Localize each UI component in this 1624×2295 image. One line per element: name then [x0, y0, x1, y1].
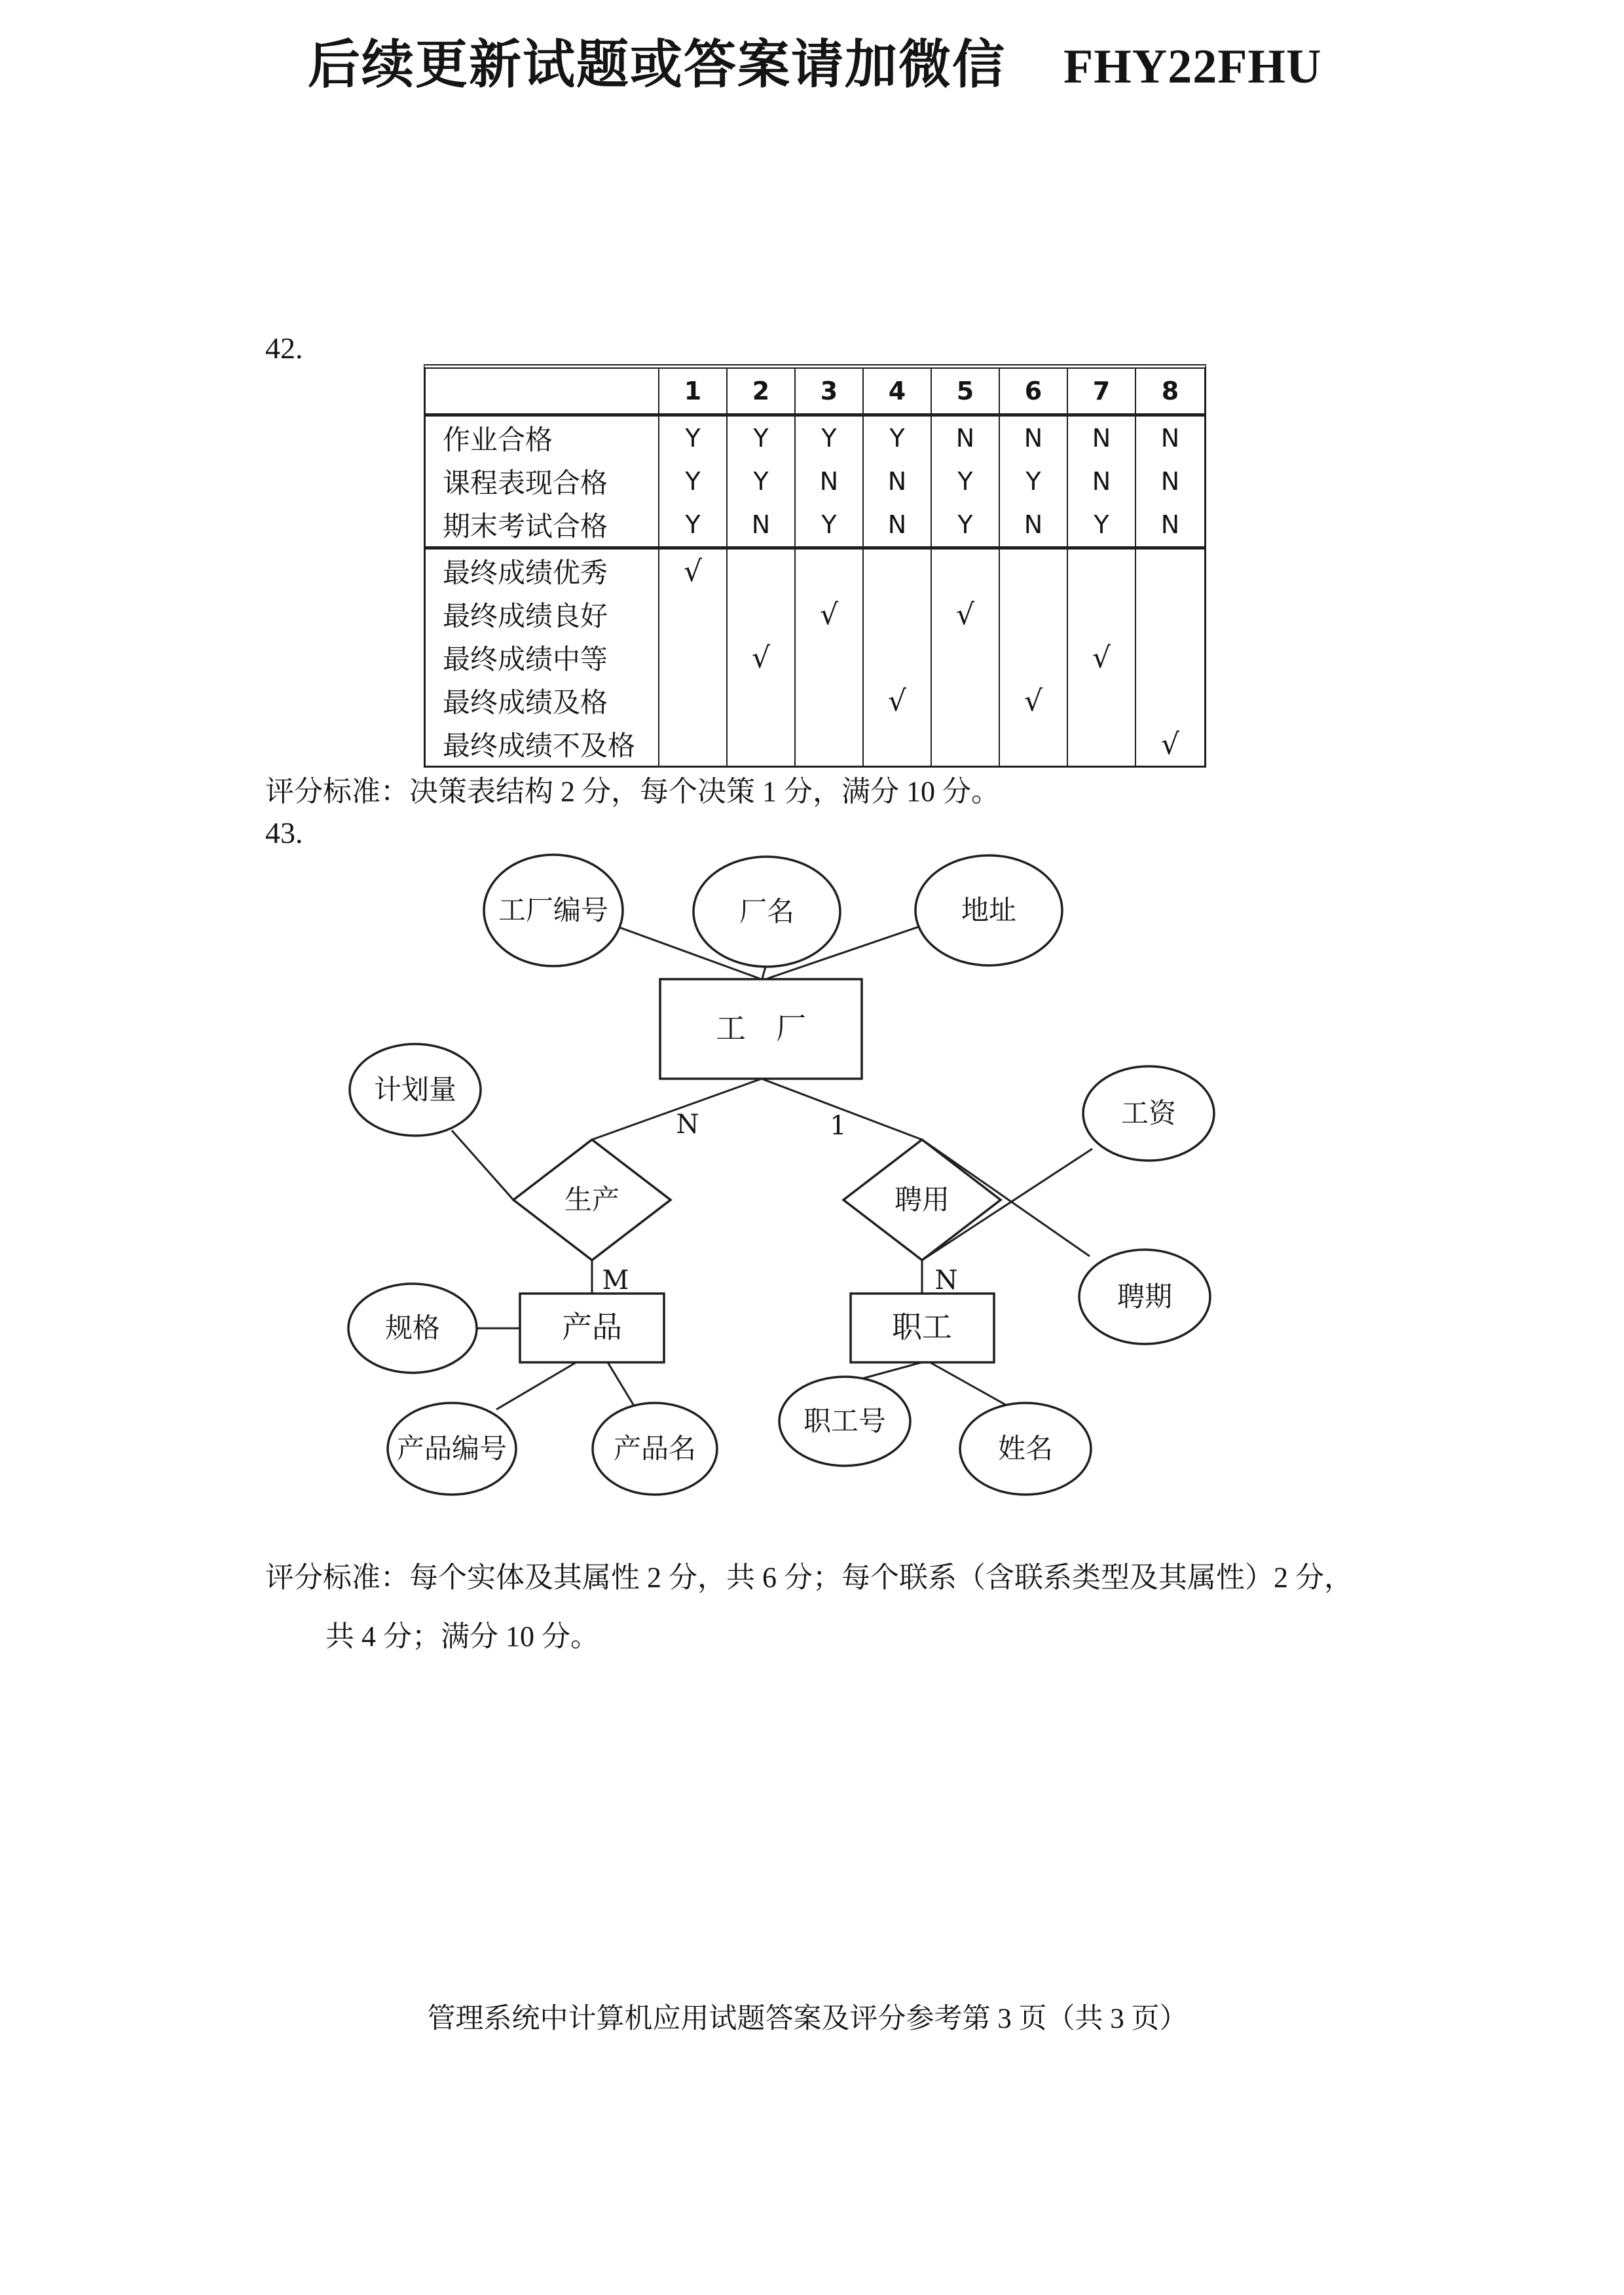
- table-cell: N: [1160, 424, 1180, 453]
- check-cell: [864, 550, 932, 593]
- table-row: [426, 636, 1204, 679]
- table-row: [426, 722, 1204, 766]
- action-row-label: 最终成绩优秀: [426, 550, 659, 593]
- check-cell: [796, 679, 864, 722]
- decision-table: [424, 364, 1206, 768]
- check-cell: [1000, 593, 1068, 636]
- check-cell: √: [864, 679, 932, 722]
- table-row: [426, 593, 1204, 636]
- column-header: 6: [1000, 369, 1068, 413]
- action-rows-section: [426, 546, 1204, 766]
- entity-employee-label: 职工: [892, 1311, 952, 1344]
- condition-rows-section: [426, 417, 1204, 546]
- attr-emp-name-label: 姓名: [997, 1434, 1054, 1465]
- table-cell: N: [796, 460, 864, 503]
- table-cell: Y: [932, 460, 1000, 503]
- table-cell: Y: [932, 503, 1000, 546]
- table-cell: Y: [796, 417, 864, 460]
- table-row: [426, 679, 1204, 722]
- attr-factory-name-label: 厂名: [739, 897, 795, 927]
- cardinality-employee-n: N: [934, 1265, 958, 1296]
- check-cell: √: [1160, 727, 1180, 761]
- q43-scoring-note-line2: 共 4 分；满分 10 分。: [325, 1620, 599, 1652]
- table-row: [426, 503, 1204, 546]
- decision-table-header-row: [426, 369, 1204, 417]
- check-cell: [796, 636, 864, 679]
- attr-product-no-label: 产品编号: [396, 1434, 507, 1465]
- corner-cell: [426, 369, 659, 413]
- check-cell: √: [659, 550, 728, 593]
- check-cell: [1068, 550, 1136, 593]
- check-cell: [864, 593, 932, 636]
- table-cell: Y: [659, 417, 728, 460]
- page-header: [308, 22, 1321, 98]
- attr-factory-no-label: 工厂编号: [498, 896, 609, 926]
- check-cell: √: [932, 593, 1000, 636]
- table-cell: N: [1068, 460, 1136, 503]
- table-cell: N: [1000, 417, 1068, 460]
- condition-row-label: 作业合格: [426, 417, 659, 460]
- table-cell: N: [728, 503, 796, 546]
- check-cell: [932, 636, 1000, 679]
- check-cell: [796, 722, 864, 766]
- check-cell: [1136, 636, 1204, 679]
- column-header: 8: [1161, 377, 1179, 405]
- check-cell: [728, 722, 796, 766]
- action-row-label: 最终成绩不及格: [426, 722, 659, 766]
- column-header: 4: [864, 369, 932, 413]
- table-cell: N: [1068, 417, 1136, 460]
- condition-row-label: 课程表现合格: [426, 460, 659, 503]
- q43-scoring-note-line1: 评分标准：每个实体及其属性 2 分，共 6 分；每个联系（含联系类型及其属性）2 分，: [265, 1561, 1353, 1594]
- line-name-factory: [762, 967, 766, 979]
- er-diagram: [262, 838, 1310, 1506]
- check-cell: [1068, 593, 1136, 636]
- table-cell: N: [864, 503, 932, 546]
- check-cell: [864, 722, 932, 766]
- table-cell: N: [1160, 467, 1180, 496]
- table-cell: Y: [864, 417, 932, 460]
- attr-address-label: 地址: [961, 896, 1017, 926]
- check-cell: [659, 722, 728, 766]
- check-cell: [659, 593, 728, 636]
- table-cell: Y: [796, 503, 864, 546]
- check-cell: [1000, 550, 1068, 593]
- check-cell: [659, 636, 728, 679]
- header-notice-text: 后续更新试题或答案请加微信: [308, 37, 1006, 94]
- column-header: 2: [728, 369, 796, 413]
- check-cell: [1000, 636, 1068, 679]
- check-cell: [1136, 593, 1204, 636]
- check-cell: √: [796, 593, 864, 636]
- line-product-productno: [496, 1362, 576, 1409]
- attr-plan-qty-label: 计划量: [373, 1075, 457, 1106]
- attr-product-name-label: 产品名: [613, 1434, 697, 1465]
- page-footer: 管理系统中计算机应用试题答案及评分参考第 3 页（共 3 页）: [427, 2004, 1188, 2034]
- check-cell: [864, 636, 932, 679]
- relation-produce-label: 生产: [564, 1185, 620, 1216]
- table-row: [426, 460, 1204, 503]
- attr-spec-label: 规格: [384, 1314, 441, 1344]
- column-header: 7: [1068, 369, 1136, 413]
- check-cell: [728, 679, 796, 722]
- check-cell: [659, 679, 728, 722]
- check-cell: √: [1068, 636, 1136, 679]
- check-cell: [728, 550, 796, 593]
- column-header: 1: [659, 369, 728, 413]
- attr-employee-no-label: 职工号: [803, 1407, 887, 1437]
- table-cell: Y: [1000, 460, 1068, 503]
- check-cell: [932, 722, 1000, 766]
- cardinality-employ-1: 1: [830, 1111, 847, 1141]
- table-row: [426, 550, 1204, 593]
- line-plan-produce: [452, 1130, 513, 1200]
- check-cell: √: [728, 636, 796, 679]
- check-cell: √: [1000, 679, 1068, 722]
- line-product-productname: [608, 1362, 634, 1406]
- action-row-label: 最终成绩及格: [426, 679, 659, 722]
- check-cell: [796, 550, 864, 593]
- table-cell: N: [1160, 510, 1180, 539]
- entity-product-label: 产品: [562, 1311, 622, 1344]
- condition-row-label: 期末考试合格: [426, 503, 659, 546]
- attr-term-label: 聘期: [1116, 1282, 1173, 1313]
- check-cell: [1136, 679, 1204, 722]
- cardinality-produce-n: N: [676, 1110, 699, 1140]
- relation-employ-label: 聘用: [894, 1185, 950, 1216]
- column-header: 3: [796, 369, 864, 413]
- question-43-number: 43.: [265, 816, 303, 849]
- table-cell: N: [864, 460, 932, 503]
- q42-scoring-note: 评分标准：决策表结构 2 分，每个决策 1 分，满分 10 分。: [265, 775, 1000, 808]
- table-cell: Y: [659, 503, 728, 546]
- question-42-number: 42.: [265, 331, 303, 365]
- table-cell: Y: [728, 460, 796, 503]
- check-cell: [728, 593, 796, 636]
- table-cell: Y: [1068, 503, 1136, 546]
- check-cell: [1068, 679, 1136, 722]
- action-row-label: 最终成绩中等: [426, 636, 659, 679]
- attr-salary-label: 工资: [1120, 1099, 1177, 1129]
- table-cell: Y: [728, 417, 796, 460]
- entity-factory-label: 工 厂: [716, 1012, 806, 1045]
- header-wechat-code: FHY22FHU: [1063, 40, 1322, 94]
- column-header: 5: [932, 369, 1000, 413]
- table-cell: N: [932, 417, 1000, 460]
- check-cell: [1068, 722, 1136, 766]
- check-cell: [1136, 550, 1204, 593]
- action-row-label: 最终成绩良好: [426, 593, 659, 636]
- table-cell: Y: [659, 460, 728, 503]
- check-cell: [932, 550, 1000, 593]
- cardinality-product-m: M: [602, 1265, 629, 1296]
- table-cell: N: [1000, 503, 1068, 546]
- check-cell: [1000, 722, 1068, 766]
- table-row: [426, 417, 1204, 460]
- check-cell: [932, 679, 1000, 722]
- line-employee-empname: [930, 1362, 1012, 1408]
